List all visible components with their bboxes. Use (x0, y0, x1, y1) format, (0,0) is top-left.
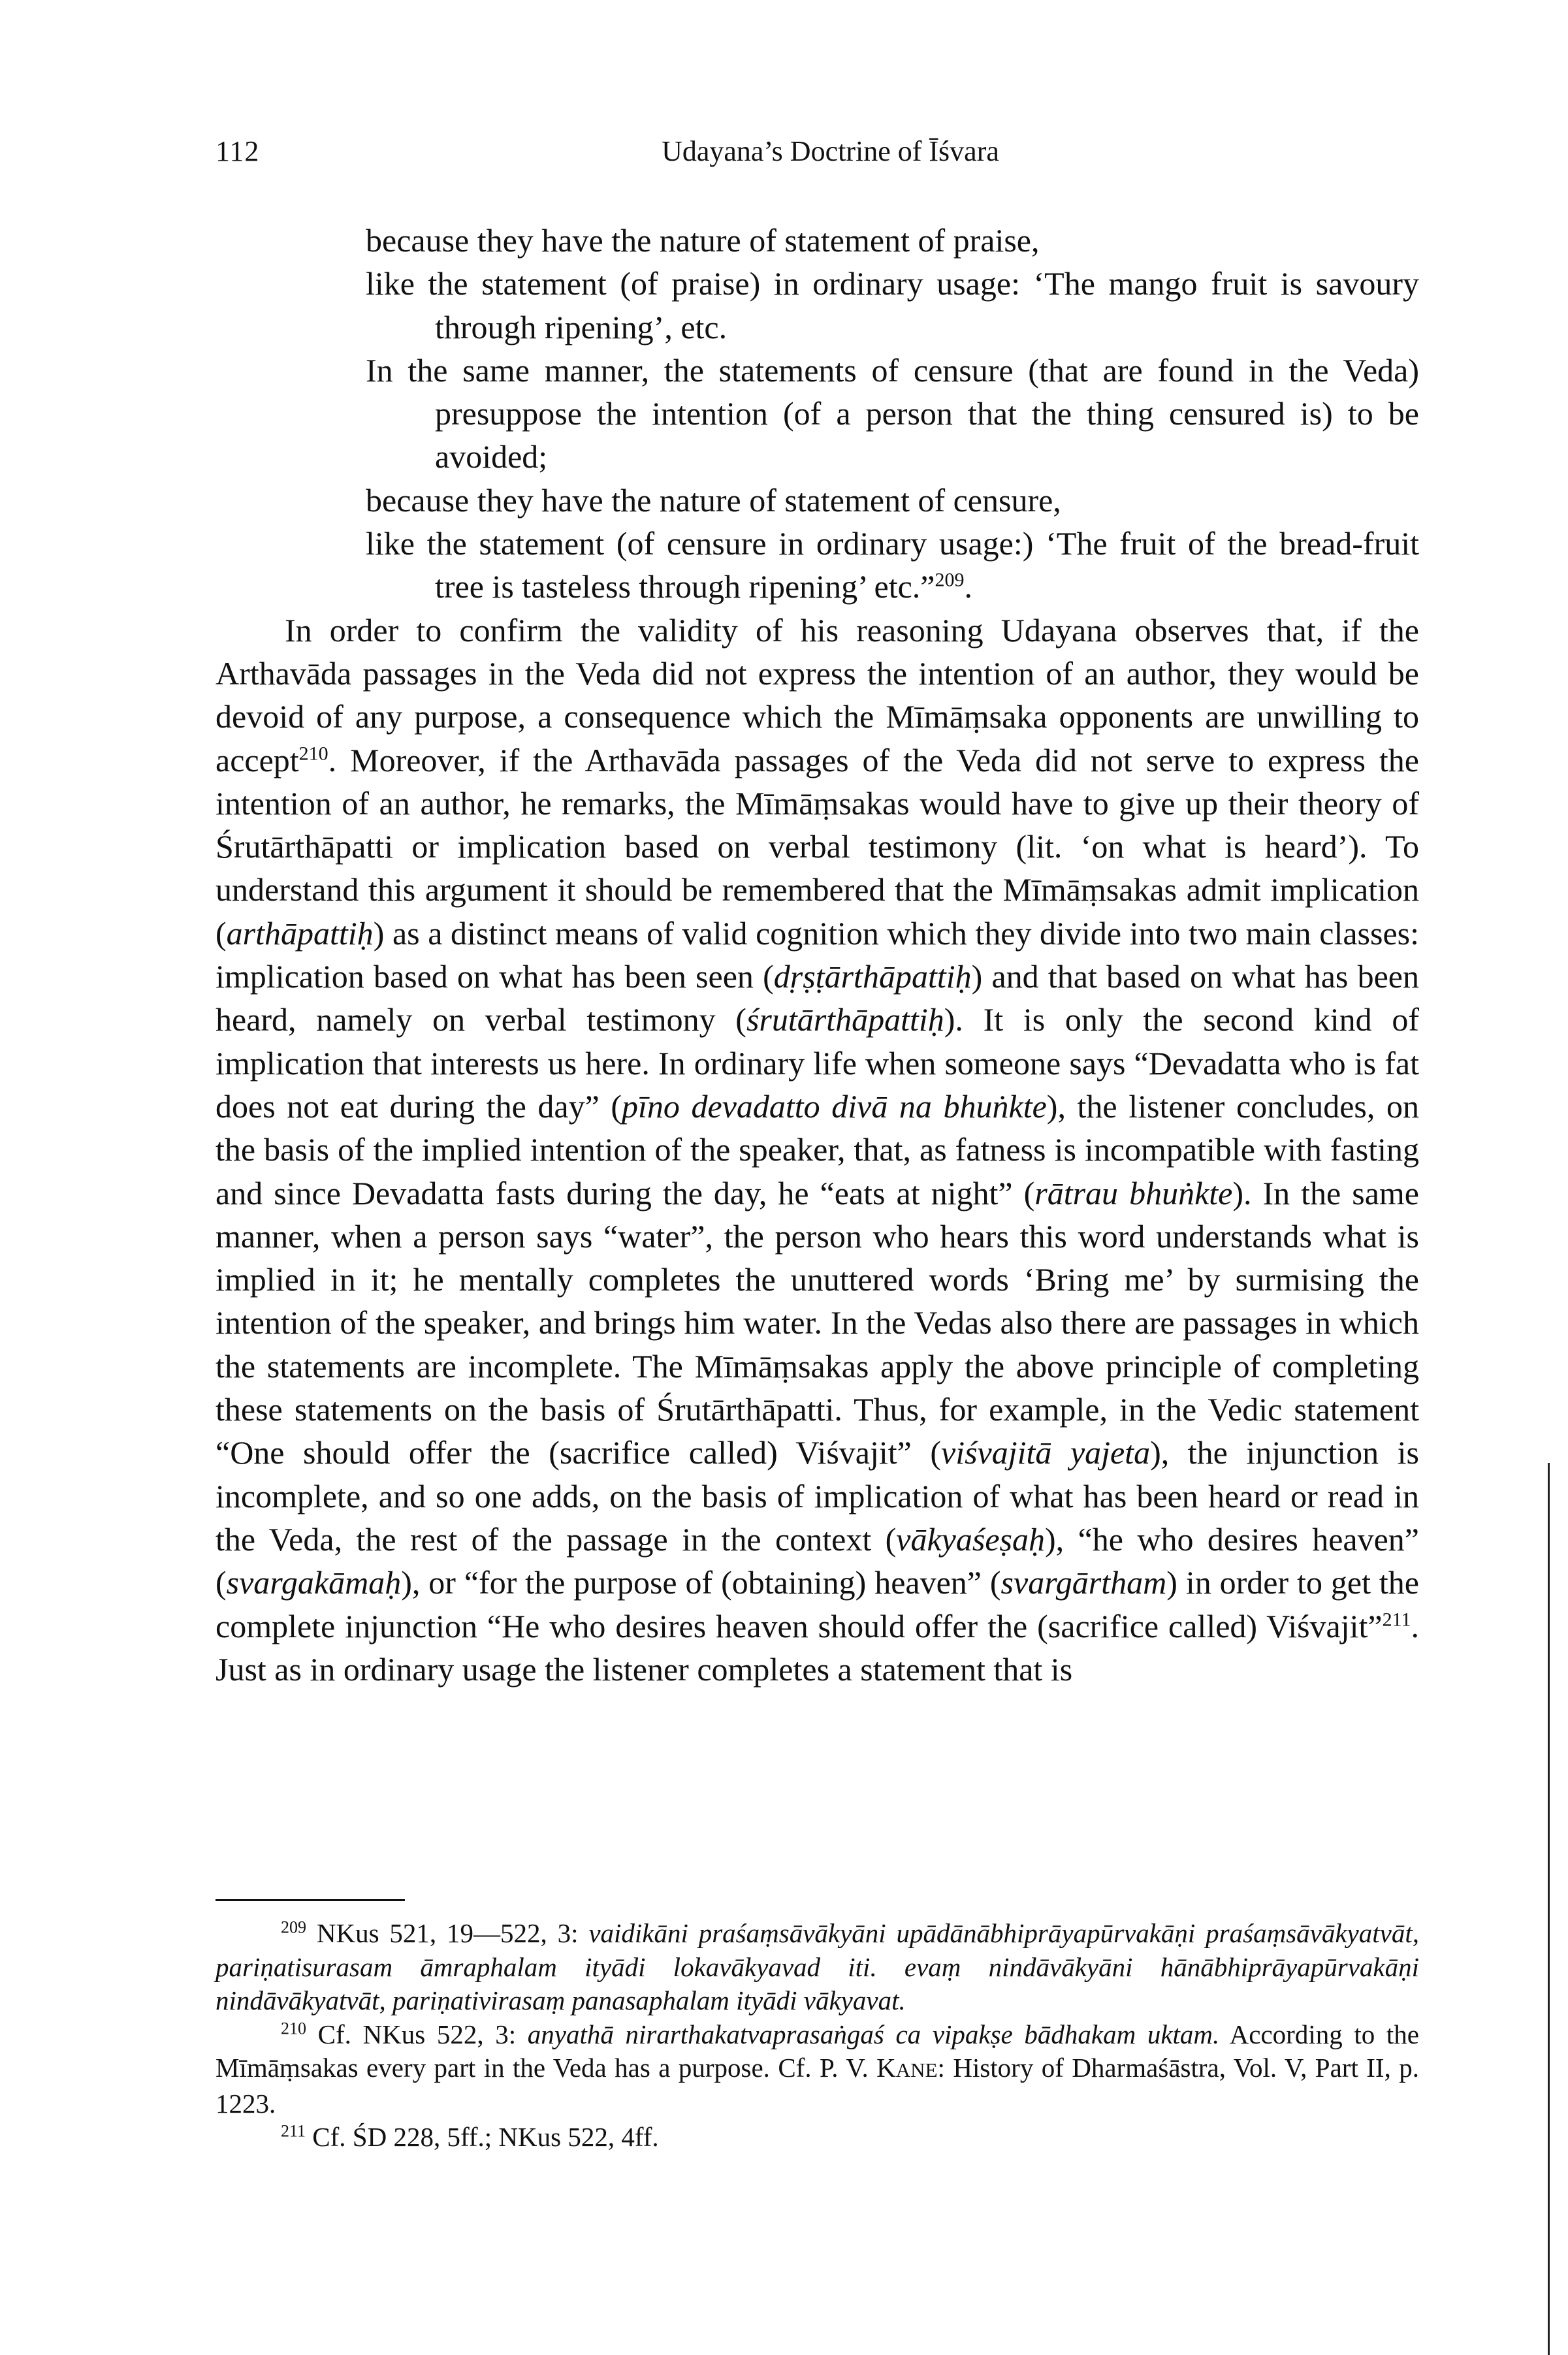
page-header (216, 135, 1419, 180)
quote-line-2: like the statement (of praise) in ordinary usage: ‘The mango fruit is savoury through ripening’, etc. (366, 265, 1419, 345)
term-ratrau-bhunkte: rātrau bhuṅkte (1034, 1174, 1233, 1211)
paragraph-main: In order to confirm the validity of his reasoning Udayana observes that, if the Arthavāda passages in the Veda did not express the intention of an author, they would be devoid of any purpose, a consequence which the Mīmāṃsaka opponents are unwilling to accept$^{210}$. Moreover, if the Arthavāda passages of the Veda did not serve to express the intention of an author, he remarks, the Mīmāṃsakas would have to give up their theory of Śrutārthāpatti or implication based on verbal testimony (lit. ‘on what is heard’). To understand this argument it should be remembered that the Mīmāṃsakas admit implication (arthāpattiḥ) as a distinct means of valid cognition which they divide into two main classes: implication based on what has been seen (dṛṣṭārthāpattiḥ) and that based on what has been heard, namely on verbal testimony (śrutārthāpattiḥ). It is only the second kind of implication that interests us here. In ordinary life when someone says “Devadatta who is fat does not eat during the day” (pīno devadatto divā na bhuṅkte), the listener concludes, on the basis of the implied intention of the speaker, that, as fatness is incompatible with fasting and since Devadatta fasts during the day, he “eats at night” (rātrau bhuṅkte). In the same manner, when a person says “water”, the person who hears this word understands what is implied in it; he mentally completes the unuttered words ‘Bring me’ by surmising the intention of the speaker, and brings him water. In the Vedas also there are passages in which the statements are incomplete. The Mīmāṃsakas apply the above principle of completing these statements on the basis of Śrutārthāpatti. Thus, for example, in the Vedic statement “One should offer the (sacrifice called) Viśvajit” (viśvajitā yajeta), the injunction is incomplete, and so one adds, on the basis of implication of what has been heard or read in the Veda, the rest of the passage in the context (vākyaśeṣaḥ), “he who desires heaven” (svargakāmaḥ), or “for the purpose of (obtaining) heaven” (svargārtham) in order to get the complete injunction “He who desires heaven should offer the (sacrifice called) Viśvajit”$^{211}$. Just as in ordinary usage the listener completes a statement that is (216, 611, 1419, 1688)
main-text (216, 219, 1419, 1691)
footnotes (216, 1917, 1419, 2155)
footnote-210: $^{210}$ Cf. NKus 522, 3: anyathā nirarthakatvaprasaṅgaś ca vipakṣe bādhakam uktam. According to the Mīmāṃsakas every part in the Veda has a purpose. Cf. P. V. KANE: History of Dharmaśāstra, Vol. V, Part II, p. 1223. (216, 2018, 1419, 2119)
quote-line-3: In the same manner, the statements of censure (that are found in the Veda) presuppose the intention (of a person that the thing censured is) to be avoided; (366, 351, 1419, 475)
term-arthapatti: arthāpattiḥ (226, 914, 374, 952)
quote-line-5: like the statement (of censure in ordinary usage:) ‘The fruit of the bread-fruit tree is tasteless through ripening’ etc.”$^{209}$. (366, 525, 1419, 605)
footnote-211: $^{211}$ Cf. ŚD 228, 5ff.; NKus 522, 4ff. (281, 2121, 659, 2152)
quote-line-1: because they have the nature of statement of praise, (366, 222, 1040, 259)
page-edge-line (1548, 1463, 1550, 2355)
term-drstarthapatti: dṛṣṭārthāpattiḥ (773, 958, 972, 995)
footnote-divider (216, 1899, 405, 1901)
term-pino-devadatto: pīno devadatto divā na bhuṅkte (622, 1087, 1047, 1125)
running-head: Udayana’s Doctrine of Īśvara (662, 135, 999, 167)
term-svargartham: svargārtham (1000, 1564, 1167, 1601)
page-number: 112 (216, 135, 260, 167)
quote-line-4: because they have the nature of statement of censure, (366, 481, 1061, 519)
term-srutarthapatti: śrutārthāpattiḥ (746, 1001, 944, 1038)
term-svargakamah: svargakāmaḥ (226, 1564, 402, 1601)
footnote-ref-209[interactable]: 209 (935, 569, 965, 591)
footnote-209: $^{209}$ NKus 521, 19—522, 3: vaidikāni praśaṃsāvākyāni upādānābhiprāyapūrvakāṇi praśaṃsāvākyatvāt, pariṇatisurasam āmraphalam ityādi lokavākyavad iti. evaṃ nindāvākyāni hānābhiprāyapūrvakāṇi nindāvākyatvāt, pariṇativirasaṃ panasaphalam ityādi vākyavat. (216, 1917, 1419, 2015)
term-visvajita-yajeta: viśvajitā yajeta (941, 1434, 1151, 1471)
footnote-ref-210[interactable]: 210 (298, 742, 328, 764)
footnote-ref-211[interactable]: 211 (1382, 1608, 1411, 1630)
term-vakyasesah: vākyaśeṣaḥ (896, 1520, 1045, 1558)
